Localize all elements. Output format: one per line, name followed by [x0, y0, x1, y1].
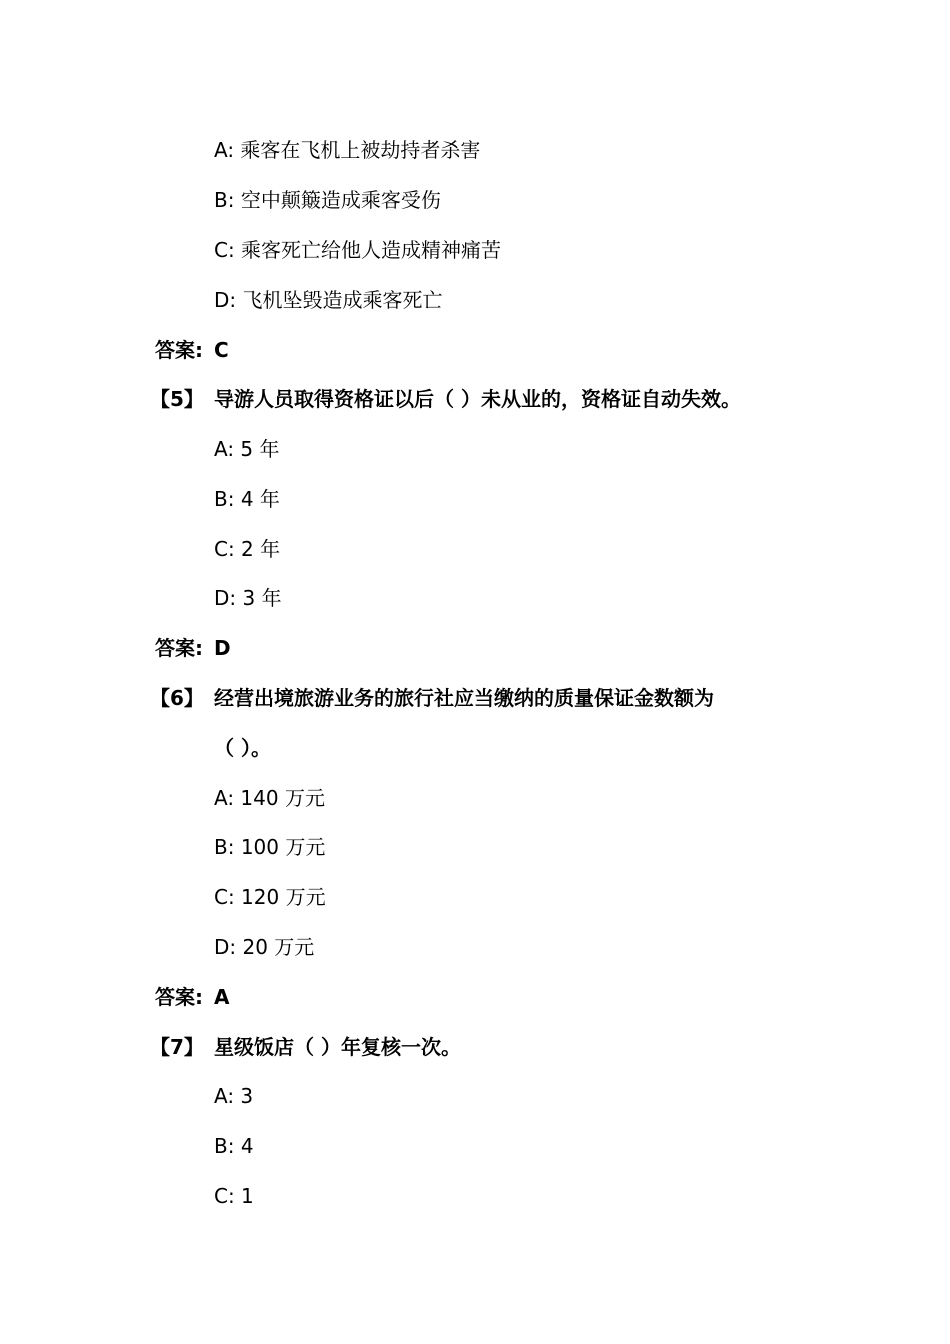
q6-question: [150, 684, 714, 712]
question-text: 经营出境旅游业务的旅行社应当缴纳的质量保证金数额为: [214, 686, 714, 710]
answer-label: 答案:: [155, 636, 203, 660]
q6-question-continued: （ ）。: [214, 736, 271, 760]
answer-value: D: [214, 636, 231, 660]
q5-option-d: D: 3 年: [214, 586, 282, 610]
q6-option-b: B: 100 万元: [214, 835, 326, 859]
q4-option-d: D: 飞机坠毁造成乘客死亡: [214, 288, 443, 312]
q5-option-b: B: 4 年: [214, 487, 280, 511]
answer-label: 答案:: [155, 985, 203, 1009]
question-text: 导游人员取得资格证以后（ ）未从业的，资格证自动失效。: [214, 387, 741, 411]
q5-option-c: C: 2 年: [214, 537, 281, 561]
q4-option-a: A: 乘客在飞机上被劫持者杀害: [214, 138, 481, 162]
q6-option-a: A: 140 万元: [214, 786, 325, 810]
answer-value: C: [214, 338, 229, 362]
q5-option-a: A: 5 年: [214, 437, 280, 461]
q6-answer: [155, 983, 229, 1011]
q5-question: [150, 385, 741, 413]
q7-question: [150, 1033, 461, 1061]
q6-option-d: D: 20 万元: [214, 935, 315, 959]
answer-label: 答案:: [155, 338, 203, 362]
answer-value: A: [214, 985, 230, 1009]
q7-option-b: B: 4: [214, 1134, 254, 1158]
q4-option-c: C: 乘客死亡给他人造成精神痛苦: [214, 238, 502, 262]
question-number: 【5】: [150, 387, 204, 411]
q7-option-a: A: 3: [214, 1084, 254, 1108]
q4-answer: [155, 336, 229, 364]
q4-option-b: B: 空中颠簸造成乘客受伤: [214, 188, 441, 212]
question-number: 【6】: [150, 686, 204, 710]
q5-answer: [155, 634, 231, 662]
q6-option-c: C: 120 万元: [214, 885, 326, 909]
question-text: 星级饭店（ ）年复核一次。: [214, 1035, 461, 1059]
question-number: 【7】: [150, 1035, 204, 1059]
q7-option-c: C: 1: [214, 1184, 254, 1208]
